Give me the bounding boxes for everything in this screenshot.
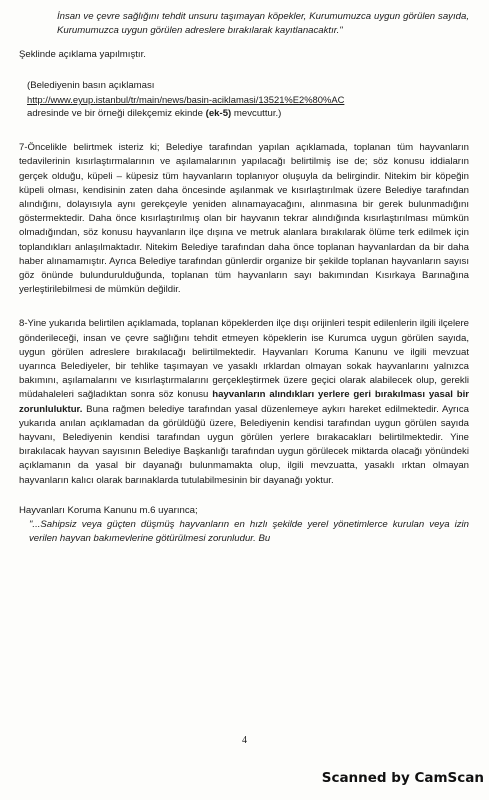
document-body [19, 10, 469, 547]
law-reference: Hayvanları Koruma Kanunu m.6 uyarınca; [19, 504, 198, 516]
section-8-emphasis: hayvanların alındıkları yerlere geri bırakılması yasal bir zorunluluktur. [19, 389, 469, 415]
press-tail-text: adresinde ve bir örneği dilekçemiz ekinde [27, 108, 206, 120]
section-8-text-end: Buna rağmen belediye tarafından yasal düzenlemeye aykırı hareket edilmektedir. Ayrıca yukarıda anılan açıklamadan da görüldüğü üzere, Belediyenin kendisi tarafından uygun görülen sayıda hayvanı, Belediyenin kendisi tarafından uygun görülen yerlere bırakacakları belirtilmektedir. Yine bırakılacak hayvan sayısının Belediye Başkanlığı tarafından uygun görülecek miktarda olacağı yönündeki açıklamanın da yasal bir dayanağı bulunmamakta olup, ilgili mevzuatta, yasaklı ırktan olmayan hayvanların kalıcı olarak barınaklarda tutulabilmesinin bir dayanağı yoktur. [19, 403, 469, 486]
press-tail-end: mevcuttur.) [231, 108, 282, 120]
statement-line: Şeklinde açıklama yapılmıştır. [19, 49, 146, 61]
press-reference [19, 79, 469, 122]
scanner-watermark: Scanned by CamScan [321, 770, 484, 786]
quoted-statement: İnsan ve çevre sağlığını tehdit unsuru taşımayan köpekler, Kurumumuzca uygun görülen sayıda, Kurumumuzca uygun görülen adreslere bırakılarak kayıtlanacaktır." [57, 11, 469, 37]
attachment-ref: (ek-5) [205, 108, 232, 120]
law-quote: "...Sahipsiz veya güçten düşmüş hayvanların en hızlı şekilde yerel yönetimlerce kurulan veya izin verilen hayvan bakımevlerine götürülmesi zorunludur. Bu [29, 519, 469, 545]
press-ref-line: (Belediyenin basın açıklaması [27, 79, 155, 91]
page-number: 4 [242, 735, 247, 746]
section-8-text-start: 8-Yine yukarıda belirtilen açıklamada, toplanan köpeklerden ilçe dışı orijinleri tespit edilenlerin ilgili ilçelere gönderileceği, insan ve çevre sağlığını tehdit etmeyen köpeklerin ise Kurumca uygun görülen sayıda, uygun görülen adreslere bırakılacağı belirtilmektedir. Hayvanları Koruma Kanunu ve ilgili mevzuat uyarınca Belediyeler, bir tehlike taşımayan ve yasaklı ırklardan olmayan sokak hayvanlarını yalnızca bakımını, aşılamalarını ve kısırlaştırmalarını gerçekleştirmek üzere geçici olarak alabilecek olup, gerekli müdahaleleri sağladıktan sonra söz konusu [19, 318, 469, 401]
section-8-paragraph [19, 317, 469, 487]
section-7-paragraph: 7-Öncelikle belirtmek isteriz ki; Belediye tarafından yapılan açıklamada, toplanan tüm hayvanların tedavilerinin kısırlaştırmalarının ve aşılamalarının yapılacağı belirtilmiş ise de; söz konusu iddiaların gerçek olduğu, küpeli – küpesiz tüm hayvanların toplanıyor oluşuyla da belirgindir. Nitekim bir köpeğin küpeli olması, kendisinin zaten daha öncesinde aşılanmak ve kısırlaştırılmak üzere Belediye tarafından alındığını, dolayısıyla aynı gerekçeyle yeniden alınamayacağını, alınmasına bir gerek bulunmadığını göstermektedir. Daha önce kısırlaştırılmış olan bir hayvanın tekrar alındığında kısırlaştırılması mümkün olmadığından, söz konusu hayvanların ilçe dışına ve metruk alanlara bırakılarak ölüme terk edilmek için toplandıkları anlaşılmaktadır. Nitekim Belediye tarafından daha önce toplanan hayvanlardan da bir daha haber alınamamıştır. Ayrıca Belediye tarafından günlerdir organize bir şekilde toplanan hayvanların sayısı göz önünde bulundurulduğunda, toplanan tüm hayvanların sayı bakımından Kısırkaya Barınağına yerleştirilebilmesi de mümkün değildir. [19, 142, 469, 296]
press-url-link[interactable]: http://www.eyup.istanbul/tr/main/news/basin-aciklamasi/13521%E2%80%AC [27, 93, 345, 105]
